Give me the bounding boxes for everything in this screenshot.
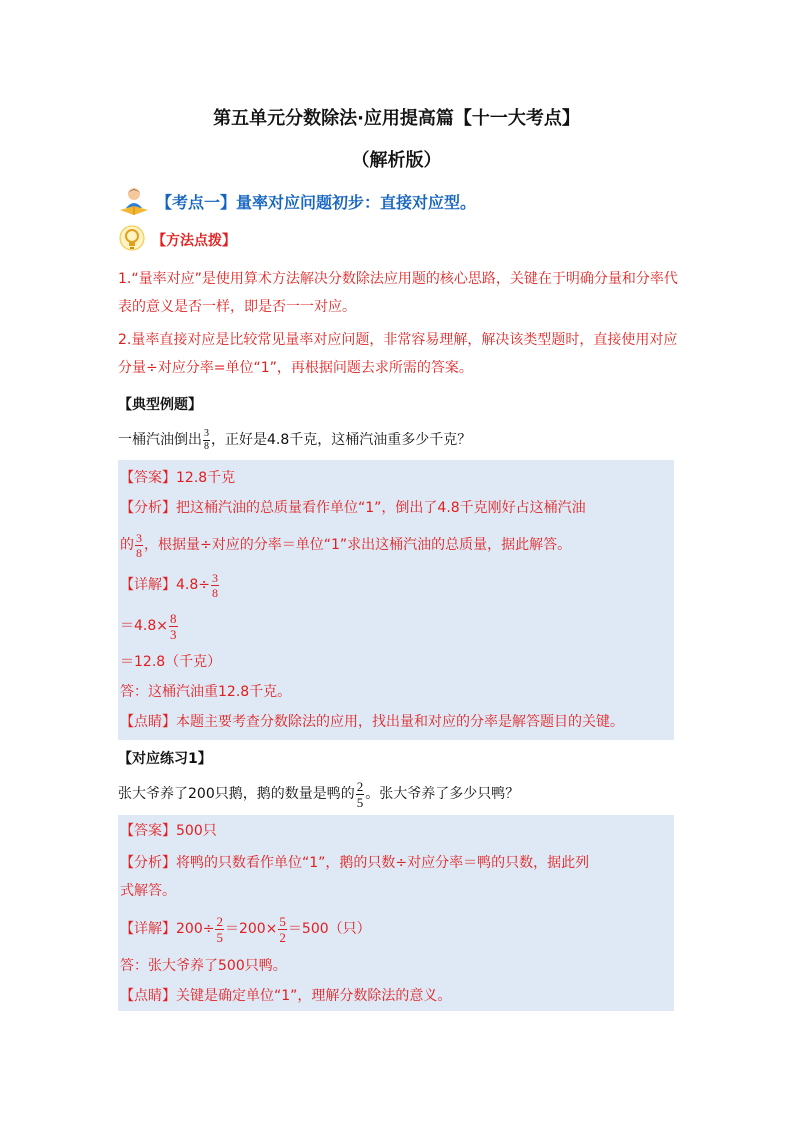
practice1-analysis-line1: 【分析】将鸭的只数看作单位“1”，鹅的只数÷对应分率＝鸭的只数，据此列 — [120, 855, 590, 871]
method-heading — [118, 224, 236, 256]
kaodian-title: 【考点一】量率对应问题初步：直接对应型。 — [156, 192, 477, 212]
practice1-heading: 【对应练习1】 — [118, 751, 212, 767]
practice1-detail: 【详解】200÷ $\frac{2}{5}$ ＝200× $\frac{5}{2}$ ＝500（只） — [120, 913, 371, 945]
example-solution-box — [118, 460, 674, 740]
example-reply: 答：这桶汽油重12.8千克。 — [120, 684, 292, 700]
fraction: $\frac{2}{5}$ — [216, 913, 223, 945]
page-subtitle: （解析版） — [351, 150, 442, 171]
example-detail-line2: ＝4.8× $\frac{8}{3}$ — [120, 610, 177, 642]
fraction: $\frac{3}{8}$ — [136, 530, 142, 560]
practice1-reply: 答：张大爷养了500只鸭。 — [120, 958, 287, 974]
page-title: 第五单元分数除法·应用提高篇【十一大考点】 — [213, 108, 580, 129]
fraction: $\frac{3}{8}$ — [212, 570, 218, 600]
fraction: $\frac{2}{5}$ — [356, 778, 364, 810]
example-heading: 【典型例题】 — [118, 397, 202, 413]
example-analysis-line2: 的 $\frac{3}{8}$ ，根据量÷对应的分率＝单位“1”求出这桶汽油的总质量，据此解答。 — [120, 530, 572, 560]
student-reading-icon — [118, 186, 150, 216]
lightbulb-icon — [118, 225, 146, 255]
practice1-answer: 【答案】500只 — [120, 823, 217, 839]
example-detail-line3: ＝12.8（千克） — [120, 654, 222, 670]
method-label: 【方法点拨】 — [152, 233, 236, 249]
kaodian-heading — [118, 186, 476, 216]
example-question: 一桶汽油倒出 $\frac{3}{8}$ ，正好是4.8千克，这桶汽油重多少千克？ — [118, 427, 472, 452]
method-point-1: 1.“量率对应”是使用算术方法解决分数除法应用题的核心思路，关键在于明确分量和分率代表的意义是否一样，即是否一一对应。 — [118, 271, 678, 315]
example-comment: 【点睛】本题主要考查分数除法的应用，找出量和对应的分率是解答题目的关键。 — [120, 714, 624, 730]
fraction: $\frac{3}{8}$ — [204, 427, 209, 452]
practice1-solution-box — [118, 815, 674, 1011]
example-answer: 【答案】12.8千克 — [120, 470, 236, 486]
fraction: $\frac{8}{3}$ — [170, 610, 177, 642]
practice1-comment: 【点睛】关键是确定单位“1”，理解分数除法的意义。 — [120, 988, 452, 1004]
fraction: $\frac{5}{2}$ — [279, 913, 286, 945]
practice1-analysis-line2: 式解答。 — [120, 883, 176, 899]
example-detail-line1: 【详解】4.8÷ $\frac{3}{8}$ — [120, 570, 218, 600]
method-point-2: 2.量率直接对应是比较常见量率对应问题，非常容易理解，解决该类型题时，直接使用对应分量÷对应分率=单位“1”，再根据问题去求所需的答案。 — [118, 332, 678, 376]
example-analysis-line1: 【分析】把这桶汽油的总质量看作单位“1”，倒出了4.8千克刚好占这桶汽油 — [120, 500, 586, 516]
practice1-question: 张大爷养了200只鹅，鹅的数量是鸭的 $\frac{2}{5}$ 。张大爷养了多少只鸭？ — [118, 778, 520, 810]
